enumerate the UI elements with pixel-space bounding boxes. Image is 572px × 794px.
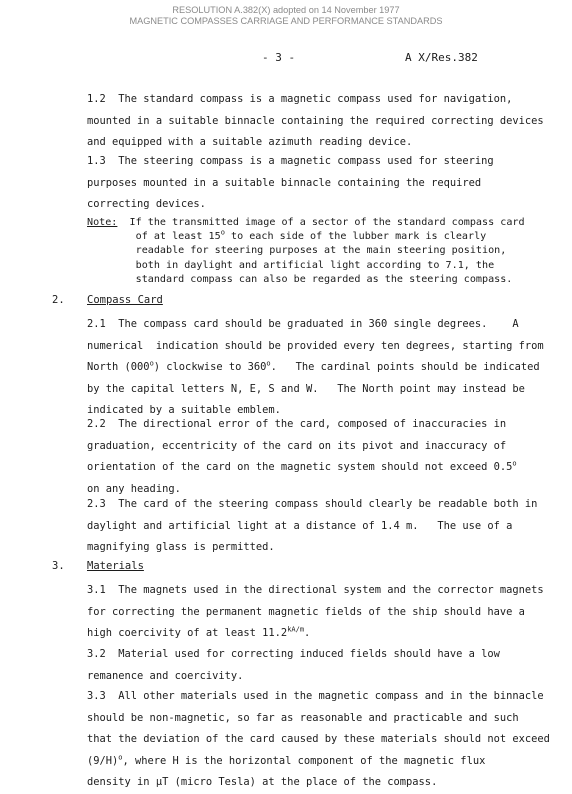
note-block: Note: If the transmitted image of a sector of the standard compass card of at least 15$^o$ to each side of the lubber mark is clearly readable for steering purposes at the main steering position, both in daylight and artificial light according to 7.1, the standard compass can also be regarded as the steering compass.	[87, 217, 525, 285]
paragraph-3-2: 3.2 Material used for correcting induced fields should have a low remanence and coercivity.	[87, 648, 500, 682]
paragraph-2-1: 2.1 The compass card should be graduated in 360 single degrees. A numerical indication should be provided every ten degrees, starting from North (000$^o$) clockwise to 360$^o$. The cardinal points should be indicated by the capital letters N, E, S and W. The North point may instead be indicated by a suitable emblem.	[87, 318, 544, 416]
section-2-number: 2.	[52, 294, 65, 306]
document-reference: A X/Res.382	[405, 51, 478, 64]
paragraph-3-1: 3.1 The magnets used in the directional system and the corrector magnets for correcting the permanent magnetic fields of the ship should have a high coercivity of at least $11.2^{kA/m}$.	[87, 584, 544, 639]
page-number: - 3 -	[262, 51, 296, 64]
document-header	[0, 5, 572, 27]
unit-ka-per-m: kA/m	[287, 625, 305, 634]
section-3-title: Materials	[87, 560, 144, 572]
header-resolution: RESOLUTION A.382(X) adopted on 14 November 1977	[172, 5, 400, 15]
header-subject: MAGNETIC COMPASSES CARRIAGE AND PERFORMANCE STANDARDS	[129, 16, 443, 26]
section-2-title: Compass Card	[87, 294, 163, 306]
paragraph-2-3: 2.3 The card of the steering compass should clearly be readable both in daylight and artificial light at a distance of 1.4 m. The use of a magnifying glass is permitted.	[87, 498, 538, 553]
section-3-number: 3.	[52, 560, 65, 572]
paragraph-3-3: 3.3 All other materials used in the magnetic compass and in the binnacle should be non-magnetic, so far as reasonable and practicable and such that the deviation of the card caused by these materials should not exceed $(9/H)^o$, where H is the horizontal component of the magnetic flux density in μT (micro Tesla) at the place of the compass.	[87, 690, 550, 788]
paragraph-1-2: 1.2 The standard compass is a magnetic compass used for navigation, mounted in a suitable binnacle containing the required correcting devices and equipped with a suitable azimuth reading device.	[87, 93, 544, 148]
note-label: Note:	[87, 217, 118, 228]
paragraph-2-2: 2.2 The directional error of the card, composed of inaccuracies in graduation, eccentricity of the card on its pivot and inaccuracy of orientation of the card on the magnetic system should not exceed 0.5$^o$ on any heading.	[87, 418, 517, 495]
paragraph-1-3: 1.3 The steering compass is a magnetic compass used for steering purposes mounted in a suitable binnacle containing the required correcting devices.	[87, 155, 494, 210]
fraction-9-over-h: (9/H)	[87, 754, 119, 767]
